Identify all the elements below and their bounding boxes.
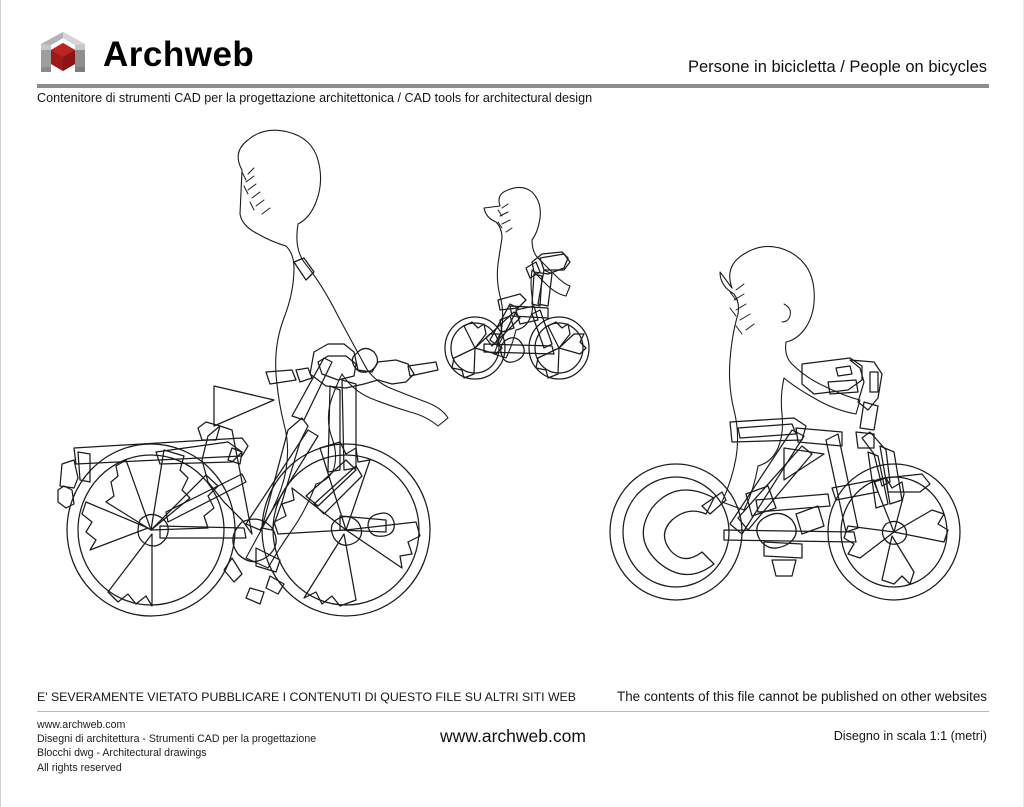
footer-divider [37,711,989,712]
copyright-warning-en: The contents of this file cannot be published on other websites [617,689,987,704]
drawing-scale: Disegno in scala 1:1 (metri) [833,729,987,743]
credits-line-2: Disegni di architettura - Strumenti CAD per la progettazione [37,733,317,746]
sheet-title: Persone in bicicletta / People on bicycles [688,58,987,76]
sheet-footer [1,676,1024,807]
child-cyclist-middle [444,188,594,398]
archweb-cube-logo-icon [37,28,89,80]
archweb-logo[interactable] [37,28,254,80]
sheet-subtitle: Contenitore di strumenti CAD per la progettazione architettonica / CAD tools for architectural design [37,91,593,105]
credits-line-3: Blocchi dwg - Architectural drawings [37,747,207,760]
website-link[interactable]: www.archweb.com [440,726,586,746]
adult-cyclist-left [56,130,426,650]
copyright-warning-it: E' SEVERAMENTE VIETATO PUBBLICARE I CONTENUTI DI QUESTO FILE SU ALTRI SITI WEB [37,690,576,704]
credits-line-1: www.archweb.com [37,719,126,731]
sheet-header [1,0,1024,105]
header-divider [37,84,989,88]
archweb-wordmark: Archweb [103,34,255,74]
girl-cyclist-right [606,242,976,622]
credits-line-4: All rights reserved [37,761,122,774]
cad-drawing-area [1,120,1024,680]
